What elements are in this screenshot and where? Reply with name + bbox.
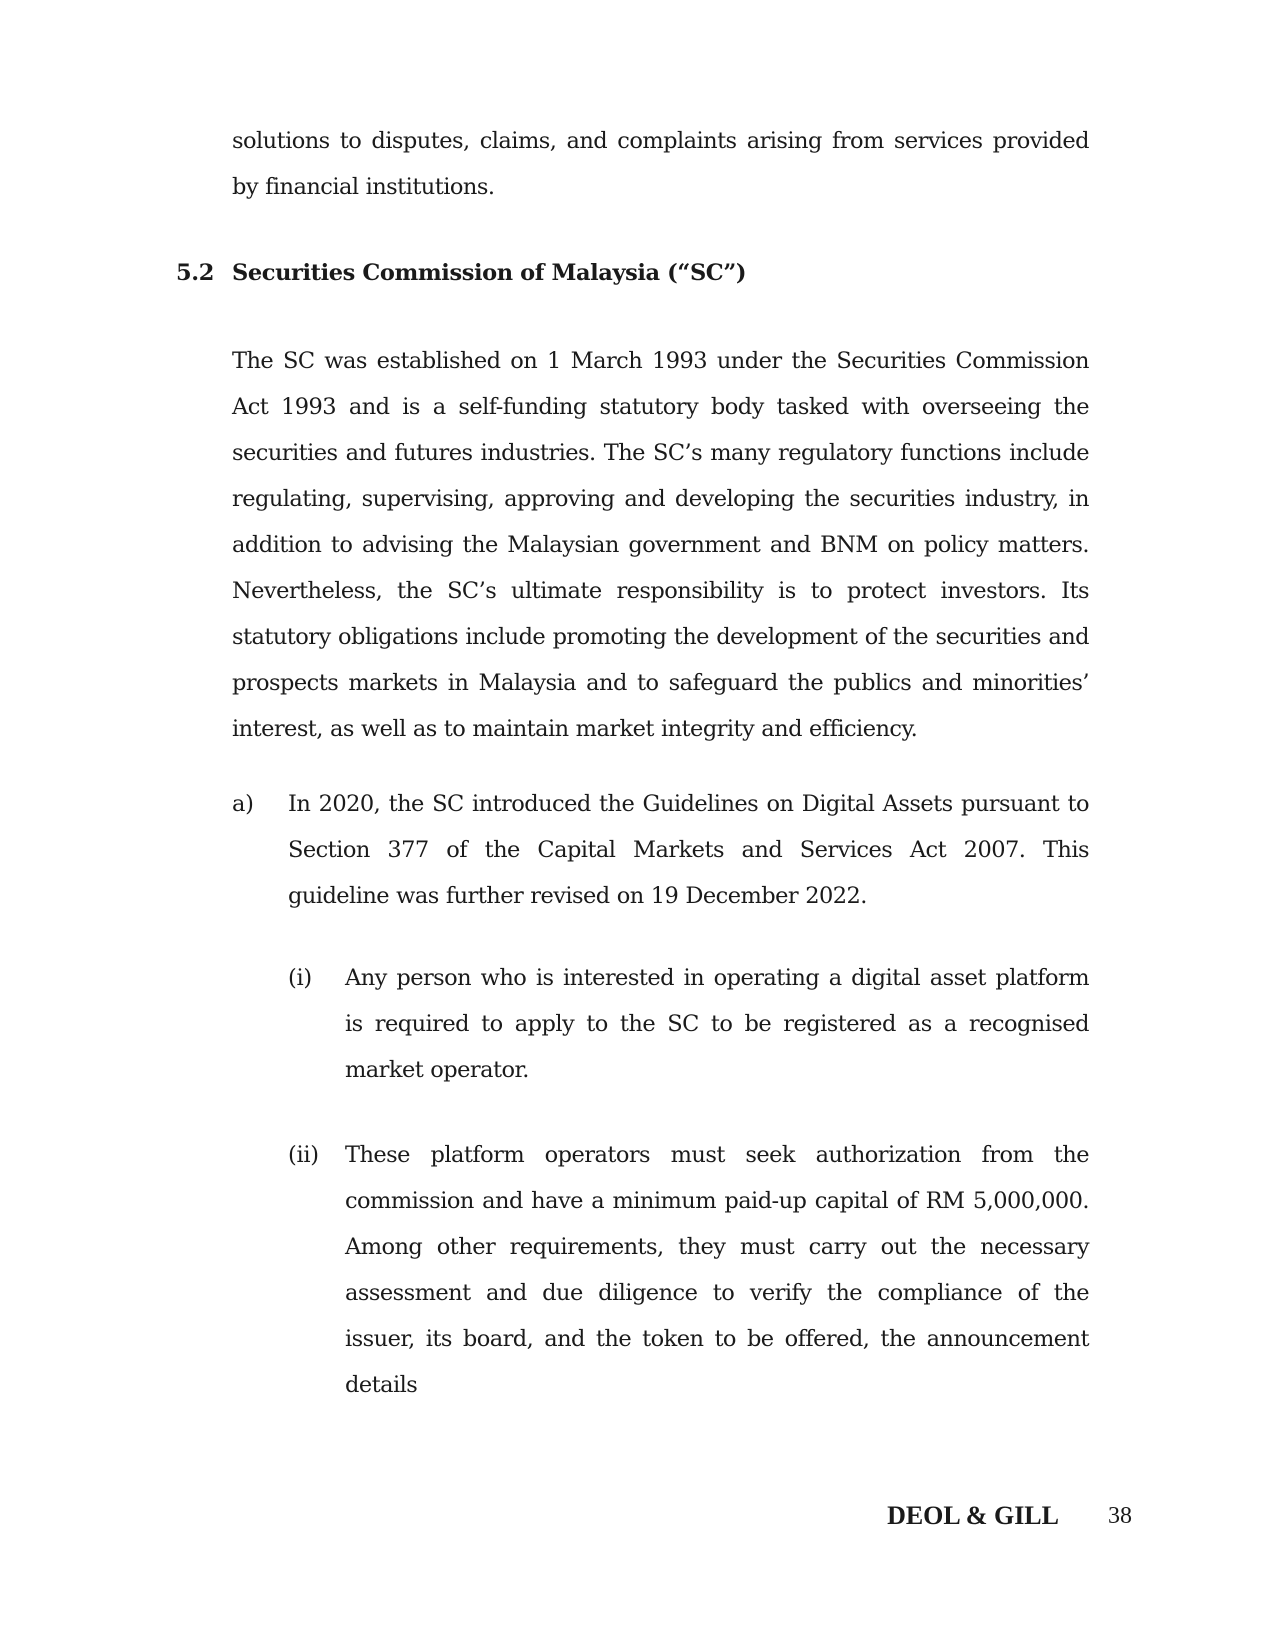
section-number: 5.2	[176, 260, 214, 286]
body-paragraph: The SC was established on 1 March 1993 under the Securities Commission Act 1993 and is a self-funding statutory body tasked with overseeing the securities and futures industries. The SC’s many regulatory functions include regulating, supervising, approving and developing the securities industry, in addition to advising the Malaysian government and BNM on policy matters. Nevertheless, the SC’s ultimate responsibility is to protect investors. Its statutory obligations include promoting the development of the securities and prospects markets in Malaysia and to safeguard the publics and minorities’ interest, as well as to maintain market integrity and efficiency.	[232, 348, 1089, 742]
footer-brand: DEOL & GILL	[887, 1501, 1059, 1530]
intro-paragraph: solutions to disputes, claims, and complaints arising from services provided by financial institutions.	[232, 128, 1089, 200]
item-a-text: In 2020, the SC introduced the Guidelines on Digital Assets pursuant to Section 377 of the Capital Markets and Services Act 2007. This guideline was further revised on 19 December 2022.	[288, 791, 1089, 909]
page-number: 38	[1108, 1503, 1132, 1529]
sub-item-ii-text: These platform operators must seek authorization from the commission and have a minimum paid-up capital of RM 5,000,000. Among other requirements, they must carry out the necessary assessment and due diligence to verify the compliance of the issuer, its board, and the token to be offered, the announcement details	[345, 1142, 1089, 1398]
sub-item-ii-marker: (ii)	[288, 1142, 319, 1168]
section-heading: Securities Commission of Malaysia (“SC”)	[232, 260, 747, 286]
sub-item-i-text: Any person who is interested in operating a digital asset platform is required to apply to the SC to be registered as a recognised market operator.	[345, 965, 1089, 1083]
sub-item-i-marker: (i)	[288, 965, 312, 991]
item-a-marker: a)	[232, 791, 254, 817]
